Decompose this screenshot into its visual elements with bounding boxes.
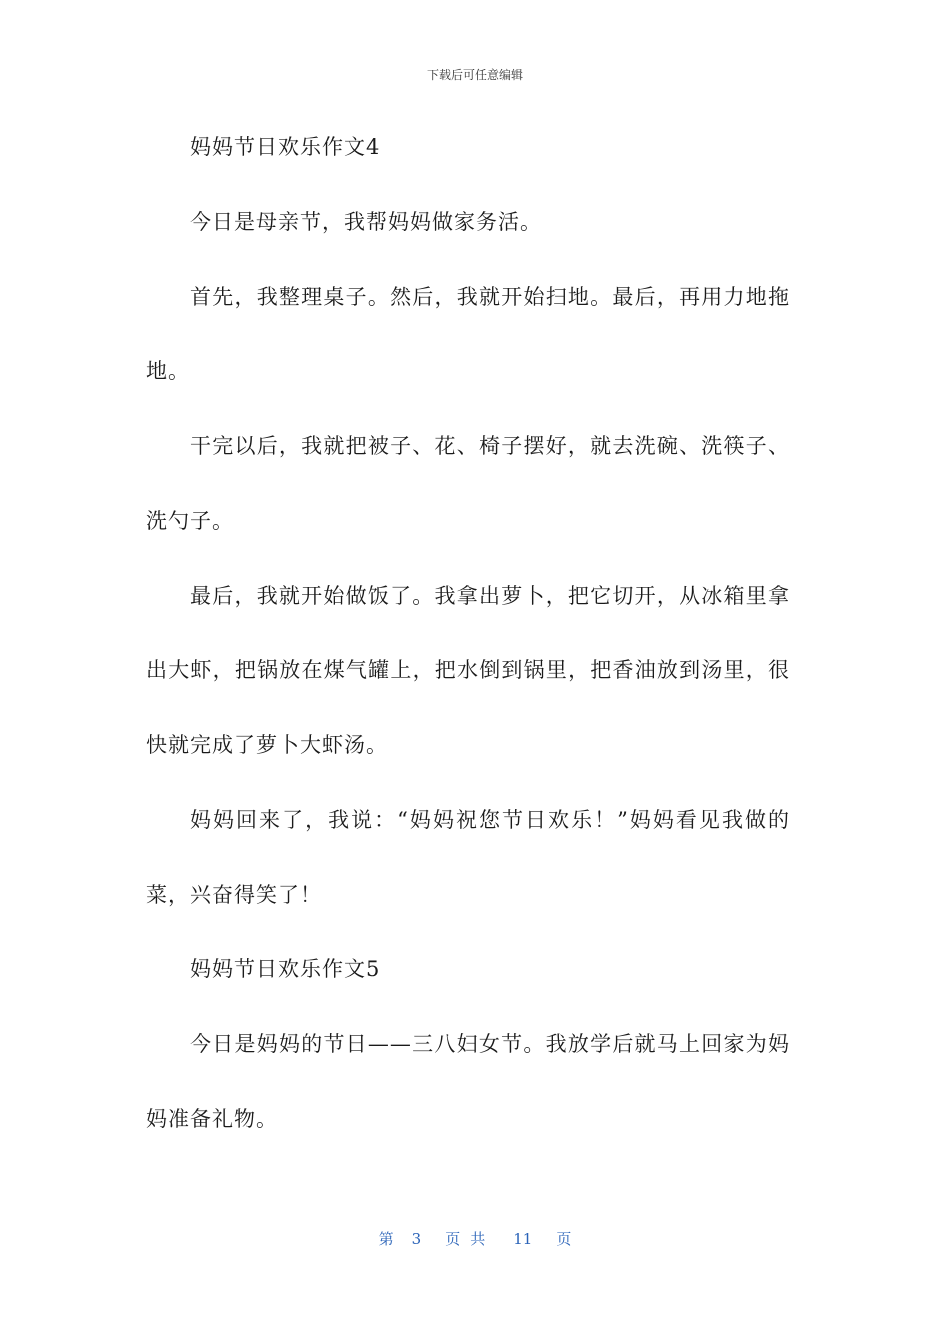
section-title-5: 妈妈节日欢乐作文5 bbox=[190, 957, 381, 981]
paragraph-line: 妈准备礼物。 bbox=[146, 1107, 278, 1131]
paragraph-line: 快就完成了萝卜大虾汤。 bbox=[146, 733, 388, 757]
page-footer bbox=[0, 1228, 950, 1249]
paragraph-line: 今日是母亲节，我帮妈妈做家务活。 bbox=[190, 210, 542, 234]
paragraph-line: 妈妈回来了，我说：“妈妈祝您节日欢乐！”妈妈看见我做的 bbox=[190, 808, 790, 832]
paragraph-line: 菜，兴奋得笑了！ bbox=[146, 883, 322, 907]
footer-page-middle: 页共 bbox=[445, 1230, 496, 1248]
paragraph-line: 干完以后，我就把被子、花、椅子摆好，就去洗碗、洗筷子、 bbox=[190, 434, 790, 458]
footer-page-current: 3 bbox=[411, 1230, 422, 1248]
paragraph-line: 洗勺子。 bbox=[146, 509, 234, 533]
footer-page-total: 11 bbox=[513, 1230, 533, 1248]
paragraph-line: 今日是妈妈的节日——三八妇女节。我放学后就马上回家为妈 bbox=[190, 1032, 790, 1056]
paragraph-line: 首先，我整理桌子。然后，我就开始扫地。最后，再用力地拖 bbox=[190, 285, 790, 309]
paragraph-line: 最后，我就开始做饭了。我拿出萝卜，把它切开，从冰箱里拿 bbox=[190, 584, 790, 608]
paragraph-line: 地。 bbox=[146, 359, 190, 383]
page-header-note: 下载后可任意编辑 bbox=[426, 68, 523, 82]
section-title-4: 妈妈节日欢乐作文4 bbox=[190, 135, 381, 159]
paragraph-line: 出大虾，把锅放在煤气罐上，把水倒到锅里，把香油放到汤里，很 bbox=[146, 658, 790, 682]
footer-page-suffix: 页 bbox=[556, 1230, 572, 1248]
footer-page-prefix: 第 bbox=[378, 1230, 394, 1248]
